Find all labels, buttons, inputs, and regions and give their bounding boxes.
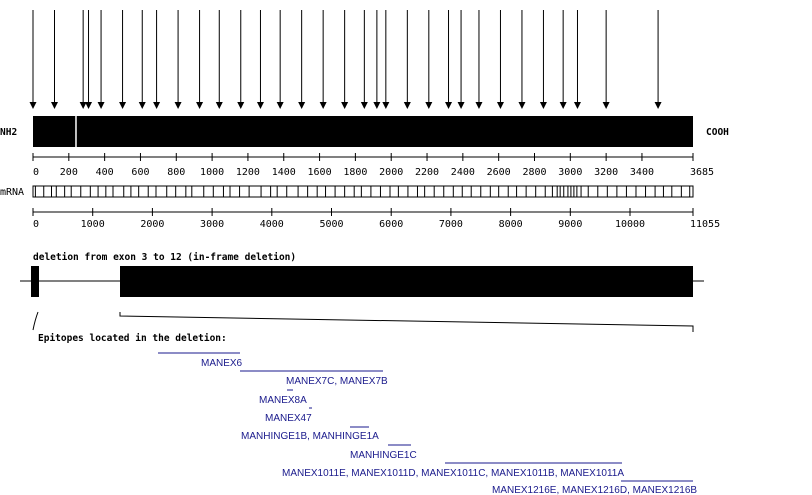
protein-axis-tick-label: 2600	[486, 167, 511, 178]
arrow-head	[98, 102, 105, 109]
arrow-head	[475, 102, 482, 109]
arrow-head	[560, 102, 567, 109]
arrow-head	[603, 102, 610, 109]
protein-axis-end-tick-label: 3685	[690, 167, 715, 178]
mrna-axis-end-tick-label: 11055	[690, 219, 721, 230]
mrna-axis-tick-label: 0	[33, 219, 40, 230]
arrow-head	[458, 102, 465, 109]
cooh-label: COOH	[706, 127, 729, 138]
protein-axis-tick-label: 800	[167, 167, 186, 178]
mrna-axis-tick-label: 2000	[140, 219, 165, 230]
epitope-arrows	[30, 10, 662, 109]
epitope-label-manhinge1: MANHINGE1B, MANHINGE1A	[241, 431, 379, 442]
protein-axis-tick-label: 2800	[522, 167, 547, 178]
epitope-label-manex1011: MANEX1011E, MANEX1011D, MANEX1011C, MANEX1011B, MANEX1011A	[282, 468, 625, 479]
protein-axis-tick-label: 1400	[271, 167, 296, 178]
arrow-head	[382, 102, 389, 109]
protein-axis-tick-label: 3200	[594, 167, 619, 178]
protein-axis-tick-label: 2200	[414, 167, 440, 178]
protein-axis-tick-label: 1800	[343, 167, 368, 178]
mrna-axis-tick-label: 6000	[379, 219, 404, 230]
mrna-axis	[33, 208, 720, 230]
protein-axis-tick-label: 1200	[235, 167, 260, 178]
epitopes-heading: Epitopes located in the deletion:	[38, 333, 227, 344]
arrow-head	[153, 102, 160, 109]
epitope-label-manhinge1c: MANHINGE1C	[350, 450, 417, 461]
arrow-head	[655, 102, 662, 109]
arrow-head	[196, 102, 203, 109]
arrow-head	[425, 102, 432, 109]
nh2-label: NH2	[0, 127, 18, 138]
arrow-head	[373, 102, 380, 109]
arrow-head	[175, 102, 182, 109]
mrna-axis-tick-label: 10000	[614, 219, 646, 230]
deleted-protein-head-block	[31, 266, 39, 297]
arrow-head	[361, 102, 368, 109]
protein-axis-tick-label: 1600	[307, 167, 332, 178]
protein-axis-tick-label: 3000	[558, 167, 583, 178]
arrow-head	[445, 102, 452, 109]
mrna-axis-tick-label: 9000	[558, 219, 583, 230]
mrna-bar	[33, 186, 693, 197]
protein-bar	[33, 116, 693, 147]
arrow-head	[574, 102, 581, 109]
arrow-head	[237, 102, 244, 109]
arrow-head	[85, 102, 92, 109]
arrow-head	[320, 102, 327, 109]
epitope-label-manex7: MANEX7C, MANEX7B	[286, 376, 388, 387]
arrow-head	[30, 102, 37, 109]
deleted-protein-main-block	[120, 266, 693, 297]
epitope-label-manex47: MANEX47	[265, 413, 312, 424]
arrow-head	[277, 102, 284, 109]
protein-axis-tick-label: 1000	[200, 167, 225, 178]
protein-axis-tick-label: 0	[33, 167, 40, 178]
protein-axis-tick-label: 200	[59, 167, 78, 178]
arrow-head	[51, 102, 58, 109]
protein-axis-tick-label: 400	[95, 167, 114, 178]
zoom-bracket-right	[120, 312, 693, 332]
arrow-head	[404, 102, 411, 109]
arrow-head	[119, 102, 126, 109]
mrna-axis-tick-label: 3000	[200, 219, 225, 230]
zoom-bracket-left	[33, 312, 38, 330]
arrow-head	[216, 102, 223, 109]
mrna-axis-tick-label: 5000	[319, 219, 344, 230]
epitope-label-manex6: MANEX6	[201, 358, 243, 369]
deletion-title: deletion from exon 3 to 12 (in-frame deletion)	[33, 252, 297, 263]
mrna-axis-tick-label: 8000	[498, 219, 523, 230]
arrow-head	[497, 102, 504, 109]
arrow-head	[257, 102, 264, 109]
mrna-axis-tick-label: 4000	[259, 219, 284, 230]
protein-axis-tick-label: 3400	[629, 167, 655, 178]
arrow-head	[540, 102, 547, 109]
mrna-label: mRNA	[0, 187, 25, 198]
epitope-label-manex1216: MANEX1216E, MANEX1216D, MANEX1216B	[492, 485, 698, 495]
mrna-axis-tick-label: 7000	[438, 219, 463, 230]
epitope-label-manex8a: MANEX8A	[259, 395, 307, 406]
arrow-head	[341, 102, 348, 109]
protein-axis-tick-label: 2400	[450, 167, 475, 178]
arrow-head	[518, 102, 525, 109]
arrow-head	[298, 102, 305, 109]
protein-axis-tick-label: 600	[131, 167, 150, 178]
mrna-axis-tick-label: 1000	[80, 219, 105, 230]
arrow-head	[139, 102, 146, 109]
protein-axis-tick-label: 2000	[379, 167, 404, 178]
